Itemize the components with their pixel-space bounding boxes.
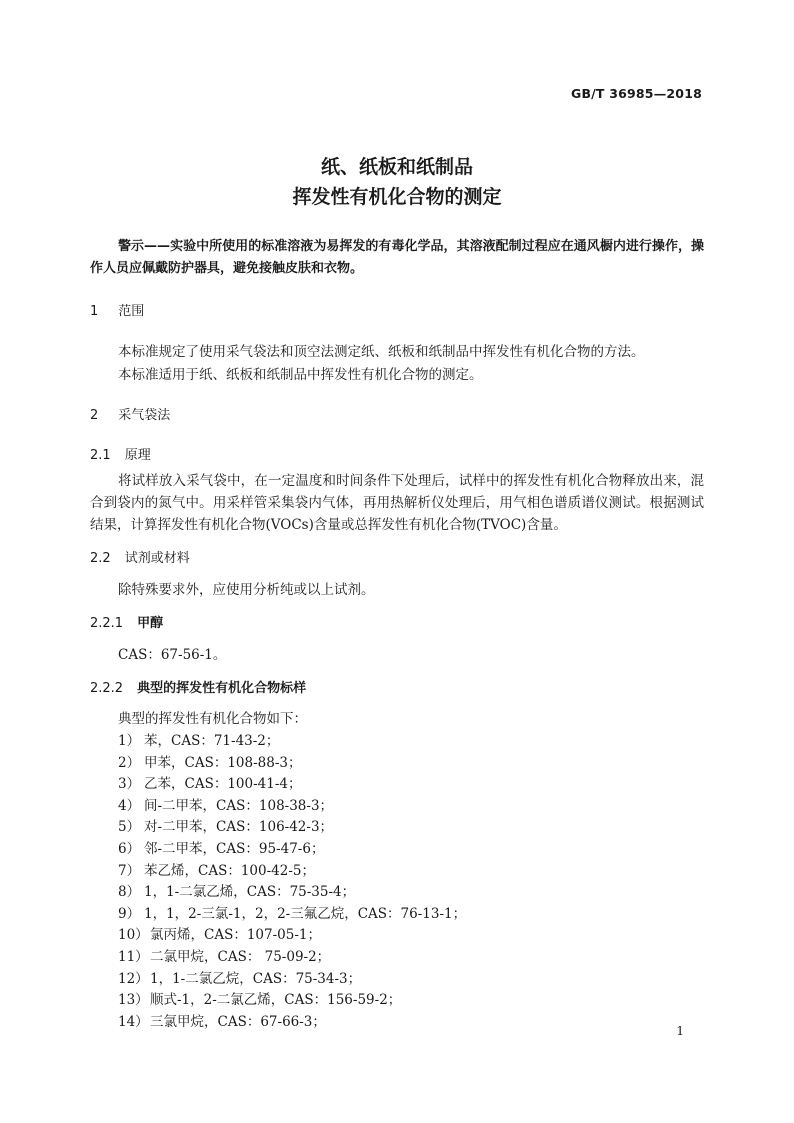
section-number: 1: [90, 304, 99, 319]
section-title: 采气袋法: [118, 408, 171, 423]
compounds-intro: 典型的挥发性有机化合物如下：: [118, 711, 307, 727]
page-number: 1: [676, 1024, 684, 1038]
list-item: [118, 880, 355, 900]
section-number: 2: [90, 408, 99, 423]
list-item-text: 二氯甲烷，CAS： 75-09-2；: [150, 949, 331, 965]
list-item-number: 14）: [118, 1013, 149, 1030]
methanol-cas: CAS：67-56-1。: [118, 647, 227, 663]
scope-paragraph-1: 本标准规定了使用采气袋法和顶空法测定纸、纸板和纸制品中挥发性有机化合物的方法。: [118, 344, 645, 360]
list-item-text: 1，1-二氯乙烷，CAS：75-34-3；: [150, 970, 362, 987]
list-item: [118, 859, 315, 879]
list-item-number: 6）: [118, 841, 141, 857]
section-2-1-heading: [90, 444, 151, 463]
list-item-text: 邻-二甲苯，CAS：95-47-6；: [144, 841, 325, 857]
list-item-text: 苯，CAS：71-43-2；: [144, 733, 280, 749]
list-item: [118, 902, 466, 922]
list-item-text: 三氯甲烷，CAS：67-66-3；: [150, 1013, 326, 1030]
section-title: 甲醇: [137, 616, 164, 631]
list-item-number: 4）: [118, 797, 141, 814]
list-item: [118, 815, 333, 835]
list-item: [118, 751, 302, 771]
list-item: [118, 967, 361, 987]
list-item-number: 2）: [118, 754, 141, 771]
scope-paragraph-2: 本标准适用于纸、纸板和纸制品中挥发性有机化合物的测定。: [118, 367, 483, 383]
list-item-number: 13）: [118, 992, 149, 1009]
list-item: [118, 837, 324, 857]
section-title: 原理: [124, 448, 151, 463]
section-2-2-1-heading: [90, 612, 163, 631]
list-item-number: 11）: [118, 949, 149, 965]
list-item-text: 乙苯，CAS：100-41-4；: [144, 776, 302, 793]
title-line-2: 挥发性有机化合物的测定: [292, 186, 502, 208]
list-item-number: 12）: [118, 970, 149, 987]
list-item-number: 9）: [118, 905, 141, 922]
reagents-paragraph: 除特殊要求外，应使用分析纯或以上试剂。: [118, 582, 375, 598]
section-number: 2.2.1: [90, 616, 124, 631]
section-number: 2.2.2: [90, 681, 124, 696]
list-item-text: 顺式-1，2-二氯乙烯，CAS：156-59-2；: [150, 992, 402, 1009]
list-item-number: 7）: [118, 862, 141, 879]
list-item-number: 1）: [118, 733, 141, 749]
list-item-text: 苯乙烯，CAS：100-42-5；: [144, 862, 315, 879]
section-2-2-heading: [90, 547, 190, 566]
list-item-text: 对-二甲苯，CAS：106-42-3；: [144, 819, 334, 836]
section-title: 试剂或材料: [124, 551, 190, 566]
section-number: 2.2: [90, 551, 111, 566]
list-item-text: 间-二甲苯，CAS：108-38-3；: [144, 797, 334, 814]
list-item-number: 8）: [118, 884, 141, 901]
list-item: [118, 1010, 326, 1030]
list-item: [118, 945, 330, 965]
list-item-text: 氯丙烯，CAS：107-05-1；: [150, 927, 321, 944]
list-item-number: 3）: [118, 776, 141, 793]
section-title: 范围: [118, 304, 145, 319]
standard-code: GB/T 36985—2018: [570, 86, 702, 101]
section-2-2-2-heading: [90, 677, 306, 696]
list-item: [118, 988, 401, 1008]
list-item: [118, 772, 302, 792]
section-title: 典型的挥发性有机化合物标样: [137, 681, 307, 696]
warning-paragraph: 警示——实验中所使用的标准溶液为易挥发的有毒化学品，其溶液配制过程应在通风橱内进行操作，操作人员应佩戴防护器具，避免接触皮肤和衣物。: [90, 239, 704, 276]
list-item-text: 1，1，2-三氯-1，2，2-三氟乙烷，CAS：76-13-1；: [144, 905, 467, 922]
principle-paragraph: 将试样放入采气袋中，在一定温度和时间条件下处理后，试样中的挥发性有机化合物释放出来，混合到袋内的氮气中。用采样管采集袋内气体，再用热解析仪处理后，用气相色谱质谱仪测试。根据测试结果，计算挥发性有机化合物(VOCs)含量或总挥发性有机化合物(TVOC)含量。: [90, 473, 704, 533]
list-item: [118, 729, 279, 749]
section-number: 2.1: [90, 448, 111, 463]
list-item-text: 1，1-二氯乙烯，CAS：75-35-4；: [144, 884, 356, 901]
list-item-number: 10）: [118, 927, 149, 944]
section-2-heading: [90, 404, 170, 423]
list-item: [118, 923, 321, 943]
title-line-1: 纸、纸板和纸制品: [320, 156, 473, 178]
list-item-text: 甲苯，CAS：108-88-3；: [144, 754, 302, 771]
section-1-heading: [90, 300, 144, 319]
list-item: [118, 794, 333, 814]
list-item-number: 5）: [118, 819, 141, 836]
